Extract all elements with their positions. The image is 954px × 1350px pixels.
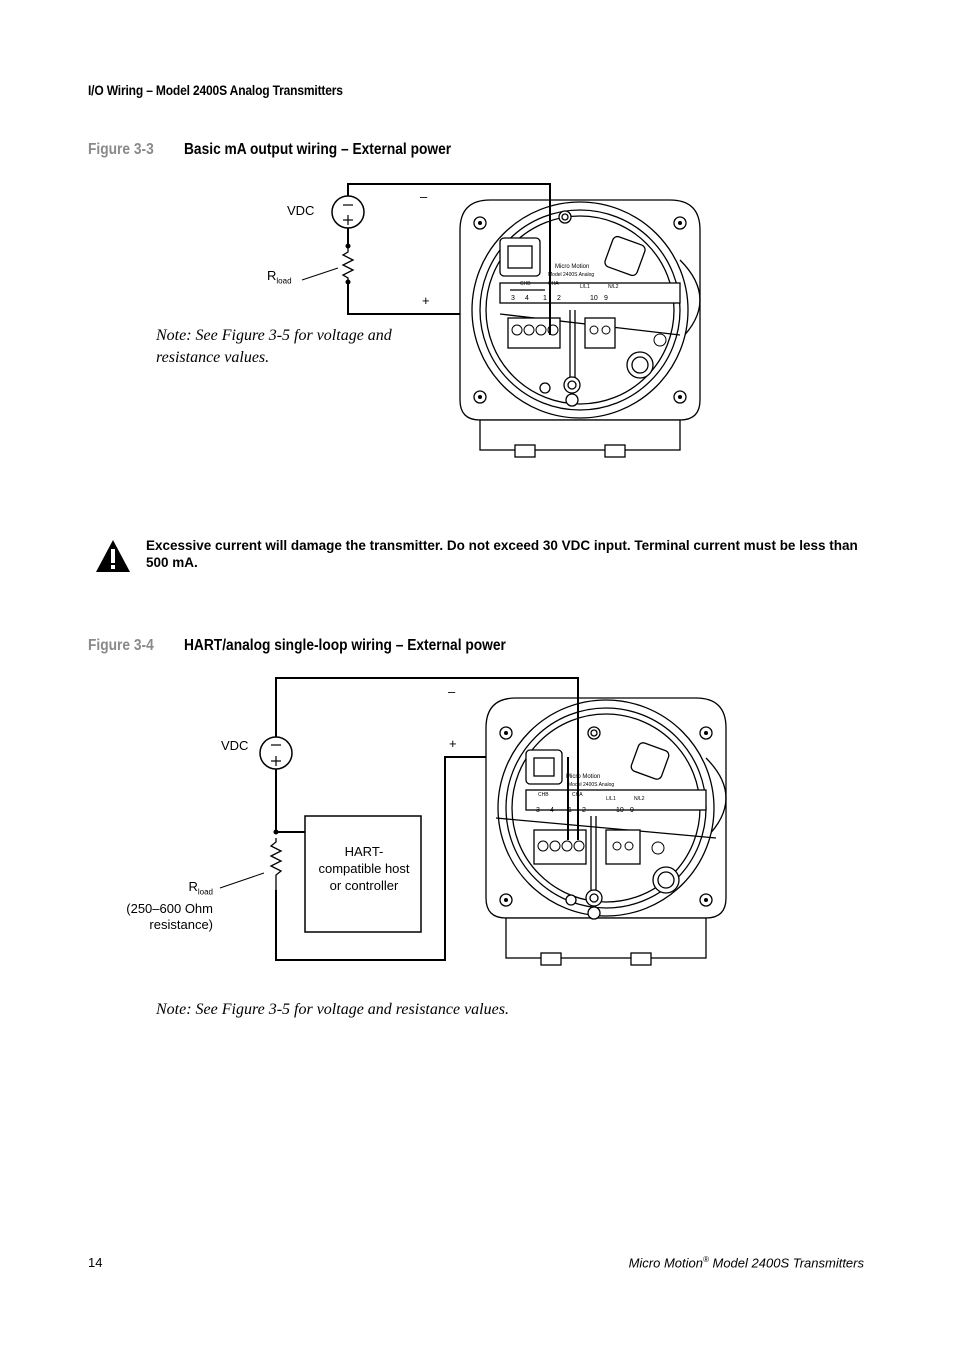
- chb-label: CHB: [538, 792, 549, 798]
- minus-label: –: [420, 189, 428, 204]
- chb-label: CHB: [520, 281, 531, 287]
- rload-label: $R_{load}$: [267, 268, 292, 286]
- terminal-9: 9: [604, 295, 608, 302]
- terminal-3: 3: [511, 295, 515, 302]
- load-resistor: [271, 838, 281, 890]
- figure-3-3-diagram: [0, 170, 954, 470]
- figure-title: Basic mA output wiring – External power: [184, 141, 452, 158]
- terminal-10: 10: [590, 295, 598, 302]
- power-label-n: N/L2: [608, 284, 619, 290]
- minus-label: –: [448, 684, 456, 699]
- figure-3-4-diagram: [0, 670, 954, 990]
- terminal-10: 10: [616, 807, 624, 814]
- transmitter-illustration: [460, 200, 700, 457]
- terminal-9: 9: [630, 807, 634, 814]
- power-label-l: L/L1: [580, 284, 590, 290]
- document-title: Micro Motion® Model 2400S Transmitters: [628, 1255, 864, 1271]
- terminal-2: 2: [582, 807, 586, 814]
- vdc-label: VDC: [221, 738, 249, 753]
- figure-note: Note: See Figure 3-5 for voltage and resistance values.: [156, 327, 392, 366]
- plus-label: +: [449, 736, 457, 751]
- page-number: 14: [88, 1255, 103, 1270]
- brand-label: Micro Motion: [555, 264, 590, 270]
- model-label: Model 2400S Analog: [568, 782, 615, 788]
- hart-host-label: HART- compatible host or controller: [318, 844, 410, 893]
- power-label-n: N/L2: [634, 796, 645, 802]
- terminal-1: 1: [543, 295, 547, 302]
- cha-label: CHA: [548, 281, 559, 287]
- vdc-source: [332, 196, 364, 228]
- figure-title: HART/analog single-loop wiring – External power: [184, 637, 506, 654]
- terminal-1: 1: [568, 807, 572, 814]
- terminal-4: 4: [525, 295, 529, 302]
- power-label-l: L/L1: [606, 796, 616, 802]
- figure-note: Note: See Figure 3-5 for voltage and resistance values.: [156, 1001, 509, 1018]
- section-header: I/O Wiring – Model 2400S Analog Transmitters: [88, 82, 343, 98]
- transmitter-illustration: [486, 698, 726, 965]
- model-label: Model 2400S Analog: [548, 272, 595, 278]
- vdc-source: [260, 737, 292, 769]
- brand-label: Micro Motion: [566, 774, 601, 780]
- plus-label: +: [422, 293, 430, 308]
- figure-number: Figure 3-4: [88, 637, 154, 654]
- terminal-2: 2: [557, 295, 561, 302]
- load-resistor: [343, 248, 353, 280]
- vdc-label: VDC: [287, 203, 315, 218]
- cha-label: CHA: [572, 792, 583, 798]
- terminal-4: 4: [550, 807, 554, 814]
- warning-triangle-icon: [94, 538, 132, 574]
- figure-number: Figure 3-3: [88, 141, 154, 158]
- warning-message: Excessive current will damage the transmitter. Do not exceed 30 VDC input. Terminal current must be less than 500 mA.: [146, 538, 858, 570]
- rload-label: $R_{load}$ (250–600 Ohm resistance): [126, 879, 213, 932]
- terminal-3: 3: [536, 807, 540, 814]
